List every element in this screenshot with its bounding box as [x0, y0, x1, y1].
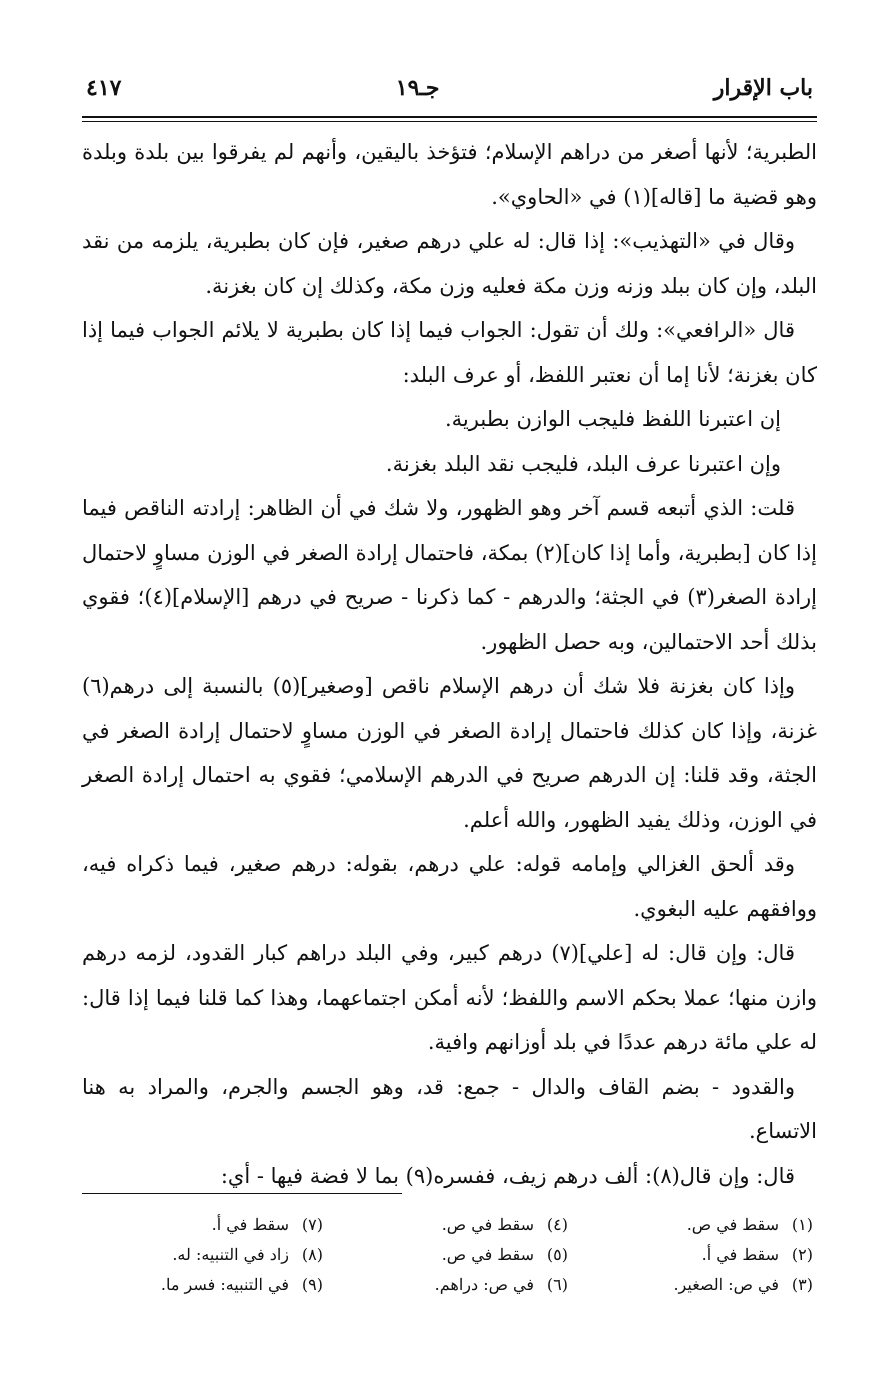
- volume-label: جـ١٩: [395, 75, 440, 101]
- paragraph: قال: وإن قال(٨): ألف درهم زيف، ففسره(٩) بما لا فضة فيها - أي:: [220, 1163, 795, 1188]
- body-text: [82, 130, 817, 1198]
- footnote-number: (٨): [301, 1245, 323, 1264]
- footnote-column: [327, 1210, 572, 1300]
- footnote-text: في التنبيه: فسر ما.: [160, 1275, 289, 1294]
- paragraph: وإذا كان بغزنة فلا شك أن درهم الإسلام ناقص [وصغير](٥) بالنسبة إلى درهم(٦) غزنة، وإذا كان كذلك فاحتمال إرادة الصغر في الوزن مساوٍ لاحتمال إرادة الصغر في الجثة، وقد قلنا: إن الدرهم صريح في الدرهم الإسلامي؛ فقوي به احتمال إرادة الصغر في الوزن، وذلك يفيد الظهور، والله أعلم.: [82, 674, 817, 832]
- footnote: [82, 1240, 323, 1270]
- paragraph: الطبرية؛ لأنها أصغر من دراهم الإسلام؛ فتؤخذ باليقين، وأنهم لم يفرقوا بين بلدة وبلدة وهو قضية ما [قاله](١) في «الحاوي».: [82, 140, 817, 209]
- footnote: [327, 1210, 568, 1240]
- footnote-text: في ص: دراهم.: [434, 1275, 534, 1294]
- footnote: [327, 1270, 568, 1300]
- paragraph: إن اعتبرنا اللفظ فليجب الوازن بطبرية.: [445, 407, 781, 431]
- book-page: [82, 70, 817, 1330]
- footnote-number: (٩): [301, 1275, 323, 1294]
- chapter-title: باب الإقرار: [713, 75, 813, 101]
- footnote: [327, 1240, 568, 1270]
- page-number: ٤١٧: [86, 75, 122, 101]
- footnote-number: (٥): [546, 1245, 568, 1264]
- paragraph: قال «الرافعي»: ولك أن تقول: الجواب فيما إذا كان بطبرية لا يلائم الجواب فيما إذا كان بغزنة؛ لأنا إما أن نعتبر اللفظ، أو عرف البلد:: [82, 318, 817, 387]
- paragraph: وقد ألحق الغزالي وإمامه قوله: علي درهم، بقوله: درهم صغير، فيما ذكراه فيه، ووافقهم عليه البغوي.: [82, 852, 817, 921]
- footnote-text: سقط في ص.: [686, 1215, 779, 1234]
- footnote-text: سقط في ص.: [441, 1215, 534, 1234]
- footnotes: [82, 1210, 817, 1300]
- footnote-text: سقط في أ.: [701, 1245, 779, 1264]
- footnote-number: (٦): [546, 1275, 568, 1294]
- running-head: [82, 70, 817, 106]
- footnote-text: زاد في التنبيه: له.: [172, 1245, 289, 1264]
- footnote-number: (١): [791, 1215, 813, 1234]
- footnote-text: في ص: الصغير.: [673, 1275, 779, 1294]
- footnote: [572, 1270, 813, 1300]
- paragraph: وإن اعتبرنا عرف البلد، فليجب نقد البلد بغزنة.: [385, 451, 781, 476]
- footnote-column: [572, 1210, 817, 1300]
- footnote: [82, 1270, 323, 1300]
- footnote-number: (٧): [301, 1215, 323, 1234]
- footnote-text: سقط في ص.: [441, 1245, 534, 1264]
- footnote: [82, 1210, 323, 1240]
- footnote-number: (٣): [791, 1275, 813, 1294]
- footnote-number: (٤): [546, 1215, 568, 1234]
- header-rule: [82, 116, 817, 122]
- footnote-column: [82, 1210, 327, 1300]
- footnote: [572, 1210, 813, 1240]
- footnote-text: سقط في أ.: [211, 1215, 289, 1234]
- paragraph: والقدود - بضم القاف والدال - جمع: قد، وهو الجسم والجرم، والمراد به هنا الاتساع.: [82, 1074, 817, 1143]
- paragraph: وقال في «التهذيب»: إذا قال: له علي درهم صغير، فإن كان بطبرية، يلزمه من نقد البلد، وإن كان ببلد وزنه وزن مكة فعليه وزن مكة، وكذلك إن كان بغزنة.: [82, 229, 817, 298]
- footnote-number: (٢): [791, 1245, 813, 1264]
- footnote: [572, 1240, 813, 1270]
- footnote-rule: [82, 1193, 402, 1194]
- paragraph: قلت: الذي أتبعه قسم آخر وهو الظهور، ولا شك في أن الظاهر: إرادته الناقص فيما إذا كان [بطبرية، وأما إذا كان](٢) بمكة، فاحتمال إرادة الصغر في الوزن مساوٍ لاحتمال إرادة الصغر(٣) في الجثة؛ والدرهم - كما ذكرنا - صريح في درهم [الإسلام](٤)؛ فقوي بذلك أحد الاحتمالين، وبه حصل الظهور.: [82, 496, 818, 654]
- paragraph: قال: وإن قال: له [علي](٧) درهم كبير، وفي البلد دراهم كبار القدود، لزمه درهم وازن منها؛ عملا بحكم الاسم واللفظ؛ لأنه أمكن اجتماعهما، وهذا كما قلنا فيما إذا قال: له علي مائة درهم عددًا في بلد أوزانهم وافية.: [82, 941, 817, 1054]
